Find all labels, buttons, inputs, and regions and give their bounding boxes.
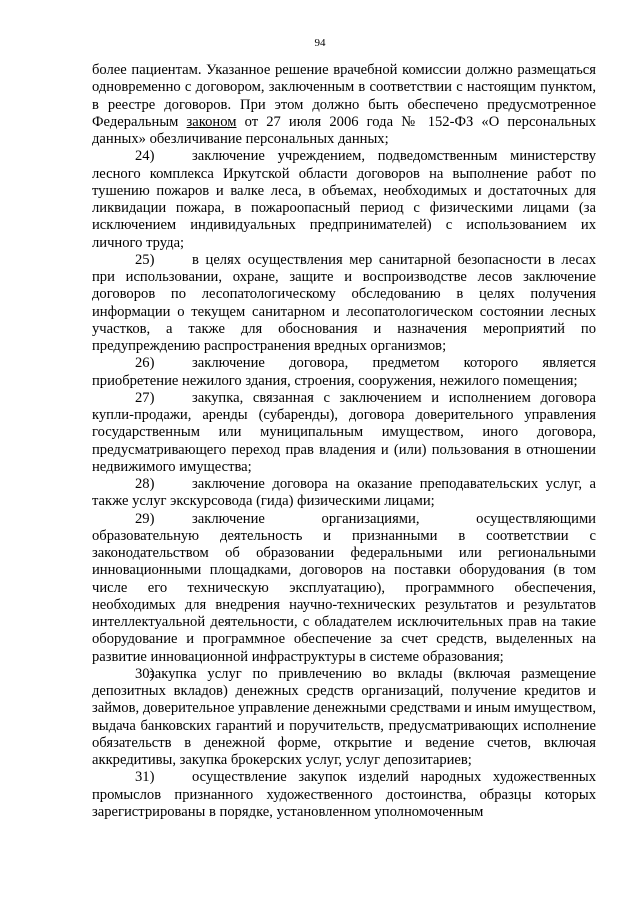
item-number: 30) <box>135 665 155 682</box>
item-text: закупка, связанная с заключением и исполнением договора купли-продажи, аренды (субаренды), договора доверительного управления государственным или муниципальным имуществом, иного договора, предусматривающего переход прав владения и (или) пользования в отношении недвижимого имущества; <box>92 389 596 475</box>
item-number: 31) <box>135 769 155 786</box>
law-link[interactable]: законом <box>186 113 237 130</box>
list-item-31 <box>92 769 596 821</box>
item-text: осуществление закупок изделий народных художественных промыслов признанного художественного достоинства, образцы которых зарегистрированы в порядке, установленном уполномоченным <box>92 769 596 820</box>
item-text: закупка услуг по привлечению во вклады (включая размещение депозитных вкладов) денежных средств организаций, получение кредитов и займов, доверительное управление денежными средствами и иным имуществом, выдача банковских гарантий и поручительств, предусматривающих исполнение обязательств в денежной форме, открытие и ведение счетов, включая аккредитивы, закупка брокерских услуг, услуг депозитариев; <box>92 665 596 768</box>
item-text: заключение организациями, осуществляющими образовательную деятельность и признанными в соответствии с законодательством об образовании федеральными или региональными инновационными площадками, договоров на поставки оборудования (в том числе его техническую эксплуатацию), программного обеспечения, необходимых для внедрения научно-технических результатов и результатов интеллектуальной деятельности, с обладателем исключительных прав на такие оборудование и программное обеспечение за счет средств, выделенных на развитие инновационной инфраструктуры в системе образования; <box>92 510 596 665</box>
document-body <box>92 62 596 821</box>
item-text: заключение учреждением, подведомственным министерству лесного комплекса Иркутской области договоров на выполнение работ по тушению пожаров и валке леса, в объемах, необходимых и достаточных для ликвидации пожара, в пожароопасный период с физическими лицами (за исключением индивидуальных предпринимателей) с использованием их личного труда; <box>92 148 596 251</box>
list-item-29 <box>92 511 596 666</box>
item-number: 24) <box>135 148 155 165</box>
intro-text-before: более пациентам. Указанное решение врачебной комиссии должно размещаться одновременно с договором, заключенным в соответствии с настоящим пунктом, в реестре договоров. При этом должно быть обеспечено предусмотренное Федеральным <box>92 62 596 130</box>
item-number: 26) <box>135 355 155 372</box>
list-item-26 <box>92 355 596 390</box>
list-item-24 <box>92 148 596 252</box>
page-number: 94 <box>314 37 326 49</box>
item-text: заключение договора на оказание преподавательских услуг, а также услуг экскурсовода (гида) физическими лицами; <box>92 476 596 510</box>
item-number: 28) <box>135 476 155 492</box>
list-item-30 <box>92 666 596 770</box>
item-text: заключение договора, предметом которого является приобретение нежилого здания, строения, сооружения, нежилого помещения; <box>92 355 596 389</box>
list-item-28 <box>92 476 596 511</box>
list-item-27 <box>92 390 596 476</box>
item-text: в целях осуществления мер санитарной безопасности в лесах при использовании, охране, защите и воспроизводстве лесов заключение договоров по лесопатологическому обследованию в целях получения информации о текущем санитарном и лесопатологическом состоянии лесных участков, а также для обоснования и назначения мероприятий по предупреждению распространения вредных организмов; <box>92 251 596 354</box>
item-number: 27) <box>135 389 155 406</box>
list-item-25 <box>92 252 596 356</box>
intro-text-after: от 27 июля 2006 года № 152-ФЗ «О персональных данных» обезличивание персональных данных; <box>92 113 596 147</box>
intro-paragraph <box>92 62 596 148</box>
item-number: 29) <box>135 510 155 527</box>
item-number: 25) <box>135 251 155 268</box>
